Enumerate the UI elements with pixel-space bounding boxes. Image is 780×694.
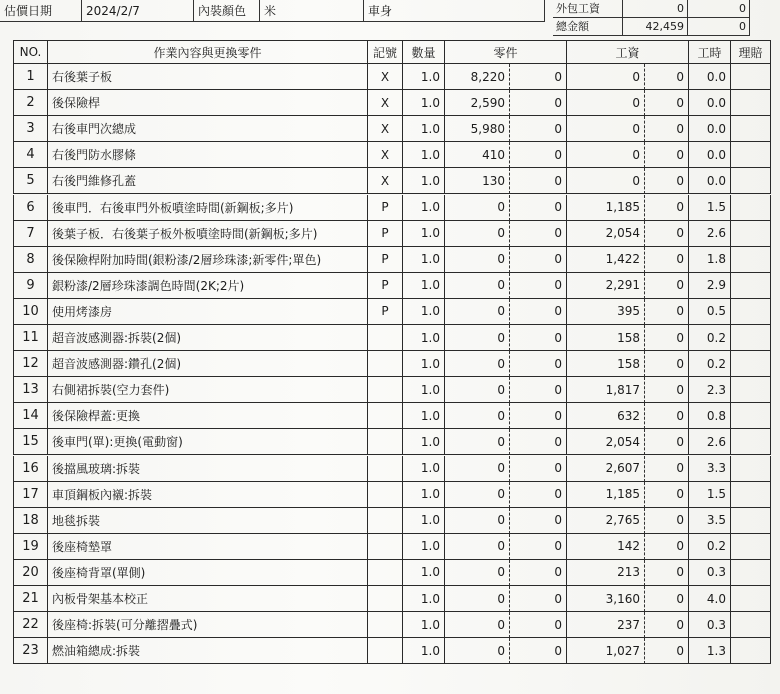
- row-labor-amount: 158: [567, 325, 645, 351]
- row-quantity: 1.0: [403, 168, 445, 194]
- row-description: 後擋風玻璃:拆裝: [48, 456, 368, 482]
- row-mark: [368, 534, 403, 560]
- table-row: [13, 195, 775, 221]
- row-parts-amount: 0: [445, 351, 510, 377]
- row-quantity: 1.0: [403, 273, 445, 299]
- row-no: 1: [13, 64, 48, 90]
- row-parts-extra: 0: [510, 508, 567, 534]
- row-description: 超音波感測器:鑽孔(2個): [48, 351, 368, 377]
- row-claim: [731, 586, 771, 612]
- row-parts-amount: 0: [445, 273, 510, 299]
- interior-color-label: 內裝顏色: [194, 0, 260, 22]
- row-labor-amount: 632: [567, 403, 645, 429]
- row-claim: [731, 142, 771, 168]
- table-row: [13, 64, 775, 90]
- row-no: 7: [13, 221, 48, 247]
- row-claim: [731, 247, 771, 273]
- row-hours: 0.5: [689, 299, 731, 325]
- row-labor-extra: 0: [645, 586, 689, 612]
- outsourced-labor-value-2: 0: [688, 0, 750, 18]
- row-hours: 0.2: [689, 325, 731, 351]
- row-no: 23: [13, 638, 48, 664]
- row-parts-amount: 0: [445, 508, 510, 534]
- row-labor-extra: 0: [645, 560, 689, 586]
- row-labor-extra: 0: [645, 482, 689, 508]
- row-parts-amount: 0: [445, 221, 510, 247]
- row-parts-extra: 0: [510, 612, 567, 638]
- row-labor-amount: 158: [567, 351, 645, 377]
- row-mark: [368, 403, 403, 429]
- row-parts-extra: 0: [510, 482, 567, 508]
- row-description: 右後門防水膠條: [48, 142, 368, 168]
- row-description: 後座椅背罩(單側): [48, 560, 368, 586]
- row-labor-amount: 1,817: [567, 377, 645, 403]
- row-parts-extra: 0: [510, 534, 567, 560]
- row-claim: [731, 403, 771, 429]
- row-description: 燃油箱總成:拆裝: [48, 638, 368, 664]
- header-parts: 零件: [445, 40, 567, 64]
- row-labor-amount: 1,185: [567, 482, 645, 508]
- row-mark: P: [368, 247, 403, 273]
- row-hours: 1.8: [689, 247, 731, 273]
- row-parts-extra: 0: [510, 325, 567, 351]
- row-hours: 3.3: [689, 456, 731, 482]
- row-mark: X: [368, 64, 403, 90]
- row-labor-extra: 0: [645, 351, 689, 377]
- row-mark: [368, 325, 403, 351]
- row-claim: [731, 638, 771, 664]
- row-mark: [368, 456, 403, 482]
- table-row: [13, 403, 775, 429]
- row-parts-amount: 0: [445, 377, 510, 403]
- row-parts-extra: 0: [510, 638, 567, 664]
- row-mark: [368, 351, 403, 377]
- row-description: 銀粉漆/2層珍珠漆調色時間(2K;2片): [48, 273, 368, 299]
- row-no: 22: [13, 612, 48, 638]
- row-mark: [368, 560, 403, 586]
- row-labor-amount: 237: [567, 612, 645, 638]
- row-labor-amount: 1,027: [567, 638, 645, 664]
- row-mark: P: [368, 299, 403, 325]
- row-labor-amount: 2,054: [567, 429, 645, 455]
- row-parts-amount: 0: [445, 638, 510, 664]
- row-no: 11: [13, 325, 48, 351]
- row-hours: 3.5: [689, 508, 731, 534]
- row-parts-extra: 0: [510, 142, 567, 168]
- table-row: [13, 612, 775, 638]
- header-description: 作業內容與更換零件: [48, 40, 368, 64]
- row-description: 後保險桿蓋:更換: [48, 403, 368, 429]
- row-labor-amount: 0: [567, 64, 645, 90]
- row-description: 後車門．右後車門外板噴塗時間(新鋼板;多片): [48, 195, 368, 221]
- row-mark: X: [368, 142, 403, 168]
- table-row: [13, 351, 775, 377]
- row-no: 18: [13, 508, 48, 534]
- row-mark: [368, 377, 403, 403]
- row-quantity: 1.0: [403, 351, 445, 377]
- row-parts-amount: 8,220: [445, 64, 510, 90]
- row-labor-extra: 0: [645, 90, 689, 116]
- row-hours: 0.2: [689, 534, 731, 560]
- row-quantity: 1.0: [403, 508, 445, 534]
- row-description: 右側裙拆裝(空力套件): [48, 377, 368, 403]
- row-mark: X: [368, 168, 403, 194]
- row-parts-extra: 0: [510, 560, 567, 586]
- row-mark: [368, 638, 403, 664]
- header-hours: 工時: [689, 40, 731, 64]
- row-no: 16: [13, 456, 48, 482]
- row-labor-extra: 0: [645, 221, 689, 247]
- row-labor-extra: 0: [645, 116, 689, 142]
- row-parts-amount: 0: [445, 560, 510, 586]
- row-labor-amount: 2,607: [567, 456, 645, 482]
- row-no: 3: [13, 116, 48, 142]
- row-labor-extra: 0: [645, 429, 689, 455]
- interior-color: 米: [260, 0, 364, 22]
- row-no: 9: [13, 273, 48, 299]
- row-hours: 0.0: [689, 142, 731, 168]
- row-description: 後車門(單):更換(電動窗): [48, 429, 368, 455]
- row-parts-amount: 0: [445, 299, 510, 325]
- row-quantity: 1.0: [403, 403, 445, 429]
- row-no: 8: [13, 247, 48, 273]
- row-claim: [731, 168, 771, 194]
- row-no: 20: [13, 560, 48, 586]
- row-mark: X: [368, 90, 403, 116]
- row-claim: [731, 482, 771, 508]
- row-hours: 0.0: [689, 116, 731, 142]
- row-no: 14: [13, 403, 48, 429]
- row-labor-amount: 1,185: [567, 195, 645, 221]
- row-description: 後座椅:拆裝(可分離摺疊式): [48, 612, 368, 638]
- row-labor-amount: 0: [567, 142, 645, 168]
- table-row: [13, 560, 775, 586]
- row-no: 15: [13, 429, 48, 455]
- row-no: 21: [13, 586, 48, 612]
- row-parts-extra: 0: [510, 195, 567, 221]
- row-labor-amount: 395: [567, 299, 645, 325]
- table-row: [13, 247, 775, 273]
- row-description: 使用烤漆房: [48, 299, 368, 325]
- row-description: 後座椅墊罩: [48, 534, 368, 560]
- row-parts-amount: 0: [445, 403, 510, 429]
- table-row: [13, 168, 775, 194]
- row-no: 19: [13, 534, 48, 560]
- row-labor-extra: 0: [645, 247, 689, 273]
- header-mark: 記號: [368, 40, 403, 64]
- row-no: 12: [13, 351, 48, 377]
- row-no: 17: [13, 482, 48, 508]
- row-labor-extra: 0: [645, 325, 689, 351]
- row-parts-amount: 0: [445, 247, 510, 273]
- row-labor-extra: 0: [645, 508, 689, 534]
- row-description: 車頂鋼板內襯:拆裝: [48, 482, 368, 508]
- row-claim: [731, 273, 771, 299]
- row-description: 右後車門次總成: [48, 116, 368, 142]
- row-quantity: 1.0: [403, 325, 445, 351]
- table-row: [13, 116, 775, 142]
- row-description: 右後門維修孔蓋: [48, 168, 368, 194]
- row-labor-amount: 3,160: [567, 586, 645, 612]
- total-amount-value: 42,459: [623, 18, 688, 36]
- row-description: 後保險桿: [48, 90, 368, 116]
- row-quantity: 1.0: [403, 638, 445, 664]
- row-parts-extra: 0: [510, 64, 567, 90]
- row-hours: 0.0: [689, 90, 731, 116]
- row-description: 地毯拆裝: [48, 508, 368, 534]
- outsourced-labor-label: 外包工資: [553, 0, 623, 18]
- row-labor-extra: 0: [645, 638, 689, 664]
- table-row: [13, 377, 775, 403]
- row-claim: [731, 221, 771, 247]
- row-claim: [731, 299, 771, 325]
- row-quantity: 1.0: [403, 195, 445, 221]
- row-parts-extra: 0: [510, 273, 567, 299]
- total-amount-label: 總金額: [553, 18, 623, 36]
- row-hours: 0.3: [689, 612, 731, 638]
- estimate-date-label: 估價日期: [0, 0, 82, 22]
- row-mark: [368, 508, 403, 534]
- row-claim: [731, 456, 771, 482]
- row-hours: 2.6: [689, 429, 731, 455]
- table-row: [13, 142, 775, 168]
- row-claim: [731, 560, 771, 586]
- row-parts-amount: 0: [445, 612, 510, 638]
- row-parts-extra: 0: [510, 90, 567, 116]
- row-parts-extra: 0: [510, 299, 567, 325]
- row-parts-amount: 0: [445, 534, 510, 560]
- row-hours: 0.2: [689, 351, 731, 377]
- row-quantity: 1.0: [403, 116, 445, 142]
- row-labor-amount: 142: [567, 534, 645, 560]
- table-row: [13, 221, 775, 247]
- header-labor: 工資: [567, 40, 689, 64]
- row-labor-extra: 0: [645, 64, 689, 90]
- row-parts-amount: 0: [445, 456, 510, 482]
- row-claim: [731, 64, 771, 90]
- row-no: 5: [13, 168, 48, 194]
- row-labor-amount: 1,422: [567, 247, 645, 273]
- row-labor-extra: 0: [645, 142, 689, 168]
- row-description: 內板骨架基本校正: [48, 586, 368, 612]
- row-hours: 1.5: [689, 482, 731, 508]
- row-description: 後葉子板．右後葉子板外板噴塗時間(新鋼板;多片): [48, 221, 368, 247]
- row-hours: 0.0: [689, 64, 731, 90]
- row-description: 後保險桿附加時間(銀粉漆/2層珍珠漆;新零件;單色): [48, 247, 368, 273]
- row-no: 6: [13, 195, 48, 221]
- row-labor-amount: 213: [567, 560, 645, 586]
- row-hours: 2.6: [689, 221, 731, 247]
- header-claim: 理賠: [731, 40, 771, 64]
- table-row: [13, 508, 775, 534]
- table-row: [13, 586, 775, 612]
- row-mark: X: [368, 116, 403, 142]
- estimate-date: 2024/2/7: [82, 0, 194, 22]
- row-hours: 0.0: [689, 168, 731, 194]
- header-quantity: 數量: [403, 40, 445, 64]
- row-hours: 2.3: [689, 377, 731, 403]
- outsourced-labor-row: [553, 0, 753, 18]
- row-quantity: 1.0: [403, 221, 445, 247]
- row-mark: P: [368, 195, 403, 221]
- row-quantity: 1.0: [403, 90, 445, 116]
- row-labor-amount: 0: [567, 116, 645, 142]
- row-parts-amount: 130: [445, 168, 510, 194]
- row-labor-amount: 2,291: [567, 273, 645, 299]
- table-header-row: [13, 40, 775, 64]
- row-parts-amount: 0: [445, 195, 510, 221]
- row-mark: [368, 612, 403, 638]
- row-no: 4: [13, 142, 48, 168]
- row-description: 超音波感測器:拆裝(2個): [48, 325, 368, 351]
- row-labor-amount: 0: [567, 90, 645, 116]
- row-parts-amount: 0: [445, 586, 510, 612]
- row-labor-amount: 2,054: [567, 221, 645, 247]
- row-parts-amount: 2,590: [445, 90, 510, 116]
- row-claim: [731, 195, 771, 221]
- table-row: [13, 534, 775, 560]
- row-parts-extra: 0: [510, 586, 567, 612]
- outsourced-labor-value: 0: [623, 0, 688, 18]
- total-amount-row: [553, 18, 753, 36]
- row-hours: 4.0: [689, 586, 731, 612]
- row-no: 13: [13, 377, 48, 403]
- row-claim: [731, 508, 771, 534]
- row-claim: [731, 90, 771, 116]
- body-label: 車身: [364, 0, 545, 22]
- row-parts-amount: 0: [445, 482, 510, 508]
- row-labor-amount: 0: [567, 168, 645, 194]
- row-mark: [368, 586, 403, 612]
- row-quantity: 1.0: [403, 534, 445, 560]
- row-labor-extra: 0: [645, 534, 689, 560]
- row-claim: [731, 325, 771, 351]
- row-labor-extra: 0: [645, 168, 689, 194]
- row-hours: 0.8: [689, 403, 731, 429]
- row-labor-extra: 0: [645, 612, 689, 638]
- row-quantity: 1.0: [403, 247, 445, 273]
- row-parts-extra: 0: [510, 168, 567, 194]
- row-labor-amount: 2,765: [567, 508, 645, 534]
- row-parts-extra: 0: [510, 403, 567, 429]
- row-claim: [731, 377, 771, 403]
- row-claim: [731, 116, 771, 142]
- row-parts-extra: 0: [510, 221, 567, 247]
- row-hours: 0.3: [689, 560, 731, 586]
- row-claim: [731, 351, 771, 377]
- row-no: 2: [13, 90, 48, 116]
- row-mark: [368, 482, 403, 508]
- table-row: [13, 429, 775, 455]
- row-quantity: 1.0: [403, 482, 445, 508]
- table-row: [13, 456, 775, 482]
- row-hours: 1.5: [689, 195, 731, 221]
- row-parts-extra: 0: [510, 116, 567, 142]
- row-parts-amount: 0: [445, 325, 510, 351]
- row-parts-extra: 0: [510, 429, 567, 455]
- row-quantity: 1.0: [403, 456, 445, 482]
- row-quantity: 1.0: [403, 142, 445, 168]
- row-hours: 2.9: [689, 273, 731, 299]
- table-row: [13, 299, 775, 325]
- row-labor-extra: 0: [645, 403, 689, 429]
- row-parts-extra: 0: [510, 247, 567, 273]
- table-row: [13, 325, 775, 351]
- row-labor-extra: 0: [645, 456, 689, 482]
- table-row: [13, 638, 775, 664]
- row-claim: [731, 534, 771, 560]
- estimate-header: [0, 0, 545, 26]
- row-quantity: 1.0: [403, 299, 445, 325]
- table-row: [13, 273, 775, 299]
- row-mark: P: [368, 273, 403, 299]
- row-description: 右後葉子板: [48, 64, 368, 90]
- row-mark: [368, 429, 403, 455]
- row-no: 10: [13, 299, 48, 325]
- row-quantity: 1.0: [403, 64, 445, 90]
- total-amount-value-2: 0: [688, 18, 750, 36]
- row-parts-extra: 0: [510, 377, 567, 403]
- row-quantity: 1.0: [403, 612, 445, 638]
- row-quantity: 1.0: [403, 377, 445, 403]
- row-quantity: 1.0: [403, 429, 445, 455]
- row-parts-extra: 0: [510, 456, 567, 482]
- row-mark: P: [368, 221, 403, 247]
- header-no: NO.: [13, 40, 48, 64]
- row-parts-extra: 0: [510, 351, 567, 377]
- row-labor-extra: 0: [645, 299, 689, 325]
- row-parts-amount: 410: [445, 142, 510, 168]
- row-labor-extra: 0: [645, 377, 689, 403]
- row-quantity: 1.0: [403, 560, 445, 586]
- row-hours: 1.3: [689, 638, 731, 664]
- row-labor-extra: 0: [645, 195, 689, 221]
- row-claim: [731, 612, 771, 638]
- row-labor-extra: 0: [645, 273, 689, 299]
- row-parts-amount: 5,980: [445, 116, 510, 142]
- row-parts-amount: 0: [445, 429, 510, 455]
- table-row: [13, 90, 775, 116]
- row-claim: [731, 429, 771, 455]
- table-row: [13, 482, 775, 508]
- row-quantity: 1.0: [403, 586, 445, 612]
